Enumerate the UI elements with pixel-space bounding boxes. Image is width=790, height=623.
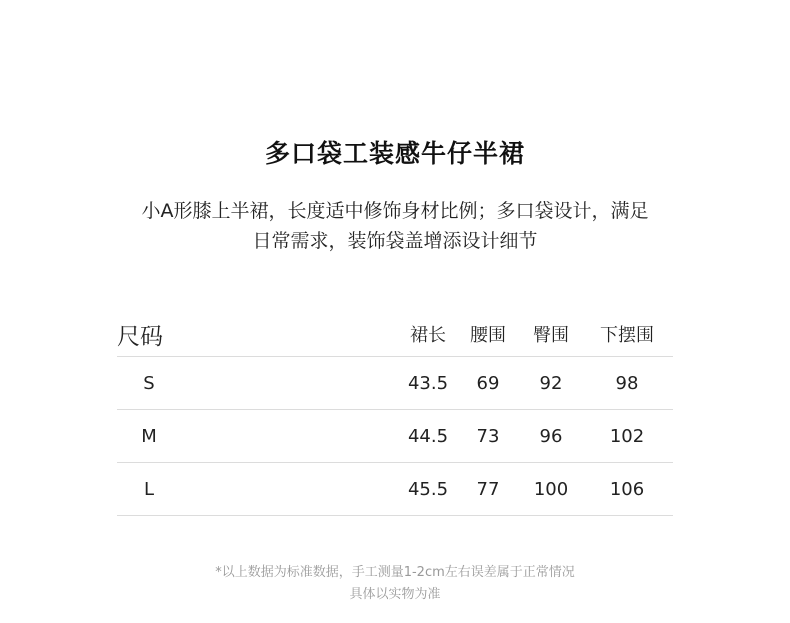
waist-value: 77: [476, 478, 500, 500]
hip-value: 96: [539, 425, 563, 447]
length-value: 45.5: [407, 478, 449, 500]
size-name: L: [143, 478, 155, 500]
product-title: 多口袋工装感牛仔半裙: [264, 139, 525, 168]
table-row: [117, 357, 673, 410]
hip-value: 92: [539, 372, 563, 394]
description-line-2: 日常需求，装饰袋盖增添设计细节: [252, 230, 538, 252]
table-row: [117, 410, 673, 463]
size-table: [117, 312, 673, 516]
hem-value: 102: [609, 425, 645, 447]
size-name: M: [141, 425, 157, 447]
product-description: [95, 196, 695, 256]
table-row: [117, 463, 673, 516]
waist-value: 69: [476, 372, 500, 394]
description-line-1: 小A形膝上半裙，长度适中修饰身材比例；多口袋设计，满足: [141, 200, 649, 222]
column-header-waist: 腰围: [470, 325, 506, 346]
length-value: 44.5: [407, 425, 449, 447]
hem-value: 98: [615, 372, 639, 394]
column-header-length: 裙长: [410, 325, 446, 346]
hem-value: 106: [609, 478, 645, 500]
measurement-note: [95, 562, 695, 606]
note-line-1: *以上数据为标准数据，手工测量1-2cm左右误差属于正常情况: [215, 565, 575, 580]
size-table-header: [117, 312, 673, 357]
length-value: 43.5: [407, 372, 449, 394]
size-header-label: 尺码: [117, 323, 163, 350]
hip-value: 100: [533, 478, 569, 500]
column-header-hip: 臀围: [533, 325, 569, 346]
size-name: S: [143, 372, 155, 394]
waist-value: 73: [476, 425, 500, 447]
column-header-hem: 下摆围: [600, 325, 654, 346]
note-line-2: 具体以实物为准: [349, 587, 441, 602]
